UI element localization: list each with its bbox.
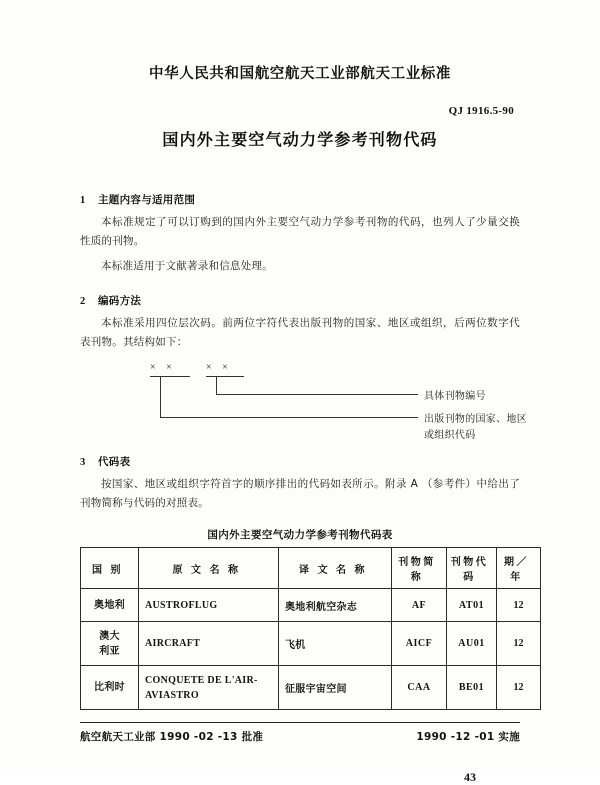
diagram-leader-horizontal-b bbox=[216, 394, 418, 395]
cell-country: 澳大 利亚 bbox=[81, 622, 139, 666]
cell-frequency: 12 bbox=[497, 589, 541, 622]
standard-number-row bbox=[80, 99, 520, 118]
table-row bbox=[81, 666, 541, 710]
diagram-label-country-line2: 或组织代码 bbox=[424, 430, 476, 441]
cell-country: 奥地利 bbox=[81, 589, 139, 622]
section-1-paragraph-2: 本标准适用于文献著录和信息处理。 bbox=[101, 260, 273, 272]
cell-translated-name: 奥地利航空杂志 bbox=[279, 589, 392, 622]
footer bbox=[80, 729, 520, 744]
cell-translated-name: 征服宇宙空间 bbox=[279, 666, 392, 710]
section-3-title: 代码表 bbox=[98, 456, 131, 468]
table-header-original-name: 原 文 名 称 bbox=[139, 548, 279, 589]
cell-frequency: 12 bbox=[497, 622, 541, 666]
table-header-translated-name: 译 文 名 称 bbox=[279, 548, 392, 589]
section-1 bbox=[80, 192, 520, 276]
section-3-heading bbox=[80, 454, 520, 469]
table-row bbox=[81, 589, 541, 622]
document-header bbox=[80, 0, 520, 150]
page-content bbox=[80, 0, 529, 785]
organization-title: 中华人民共和国航空航天工业部航天工业标准 bbox=[149, 66, 451, 82]
footer-divider bbox=[80, 722, 520, 723]
section-1-number: 1 bbox=[80, 195, 86, 206]
cell-abbreviation: CAA bbox=[392, 666, 447, 710]
diagram-underline-a bbox=[150, 376, 190, 377]
cell-translated-name: 飞机 bbox=[279, 622, 392, 666]
section-1-title: 主题内容与适用范围 bbox=[98, 194, 196, 206]
section-3-paragraph-1: 按国家、地区或组织字符首字的顺序排出的代码如表所示。附录 A （参考件）中给出了刊物简称与代码的对照表。 bbox=[80, 478, 520, 509]
section-1-paragraph-1: 本标准规定了可以订购到的国内外主要空气动力学参考刊物的代码，也列人了少量交换性质的刊物。 bbox=[80, 216, 520, 247]
diagram-underline-b bbox=[206, 376, 244, 377]
diagram-leader-vertical-b bbox=[216, 376, 217, 394]
cell-country: 比利时 bbox=[81, 666, 139, 710]
table-caption: 国内外主要空气动力学参考刊物代码表 bbox=[207, 529, 393, 541]
journal-code-table bbox=[80, 547, 541, 710]
diagram-mark-group-a: × × bbox=[150, 362, 176, 373]
cell-code: AU01 bbox=[447, 622, 497, 666]
table-header-frequency: 期／年 bbox=[497, 548, 541, 589]
cell-original-name: AIRCRAFT bbox=[139, 622, 279, 666]
section-3 bbox=[80, 454, 520, 513]
section-2-title: 编码方法 bbox=[98, 295, 142, 307]
standard-number: QJ 1916.5-90 bbox=[448, 105, 514, 117]
table-header-abbreviation: 刊物简称 bbox=[392, 548, 447, 589]
cell-code: AT01 bbox=[447, 589, 497, 622]
section-2-paragraph-1: 本标准采用四位层次码。前两位字符代表出版刊物的国家、地区或组织，后两位数字代表刊物。其结构如下： bbox=[80, 317, 520, 348]
section-3-number: 3 bbox=[80, 457, 86, 468]
diagram-leader-vertical-a bbox=[160, 376, 161, 417]
code-structure-diagram bbox=[150, 362, 527, 441]
section-2-heading bbox=[80, 293, 520, 308]
table-row bbox=[81, 622, 541, 666]
cell-code: BE01 bbox=[447, 666, 497, 710]
footer-implementation-text: 1990 -12 -01 实施 bbox=[416, 731, 520, 743]
footer-approval-text: 航空航天工业部 1990 -02 -13 批准 bbox=[80, 731, 264, 743]
cell-abbreviation: AF bbox=[392, 589, 447, 622]
table-header-row bbox=[81, 548, 541, 589]
cell-original-name: AUSTROFLUG bbox=[139, 589, 279, 622]
cell-original-name: CONQUETE DE L'AIR- AVIASTRO bbox=[139, 666, 279, 710]
section-2-number: 2 bbox=[80, 296, 86, 307]
page-title: 国内外主要空气动力学参考刊物代码 bbox=[162, 130, 438, 149]
cell-abbreviation: AICF bbox=[392, 622, 447, 666]
diagram-label-country-line1: 出版刊物的国家、地区 bbox=[424, 414, 527, 425]
diagram-leader-horizontal-a bbox=[160, 417, 418, 418]
table-header-country: 国 别 bbox=[81, 548, 139, 589]
diagram-mark-group-b: × × bbox=[206, 362, 232, 373]
page-number: 43 bbox=[464, 770, 476, 784]
cell-frequency: 12 bbox=[497, 666, 541, 710]
section-1-heading bbox=[80, 192, 520, 207]
table-header-code: 刊物代码 bbox=[447, 548, 497, 589]
section-2 bbox=[80, 293, 527, 441]
diagram-label-publication-number: 具体刊物编号 bbox=[424, 391, 486, 402]
